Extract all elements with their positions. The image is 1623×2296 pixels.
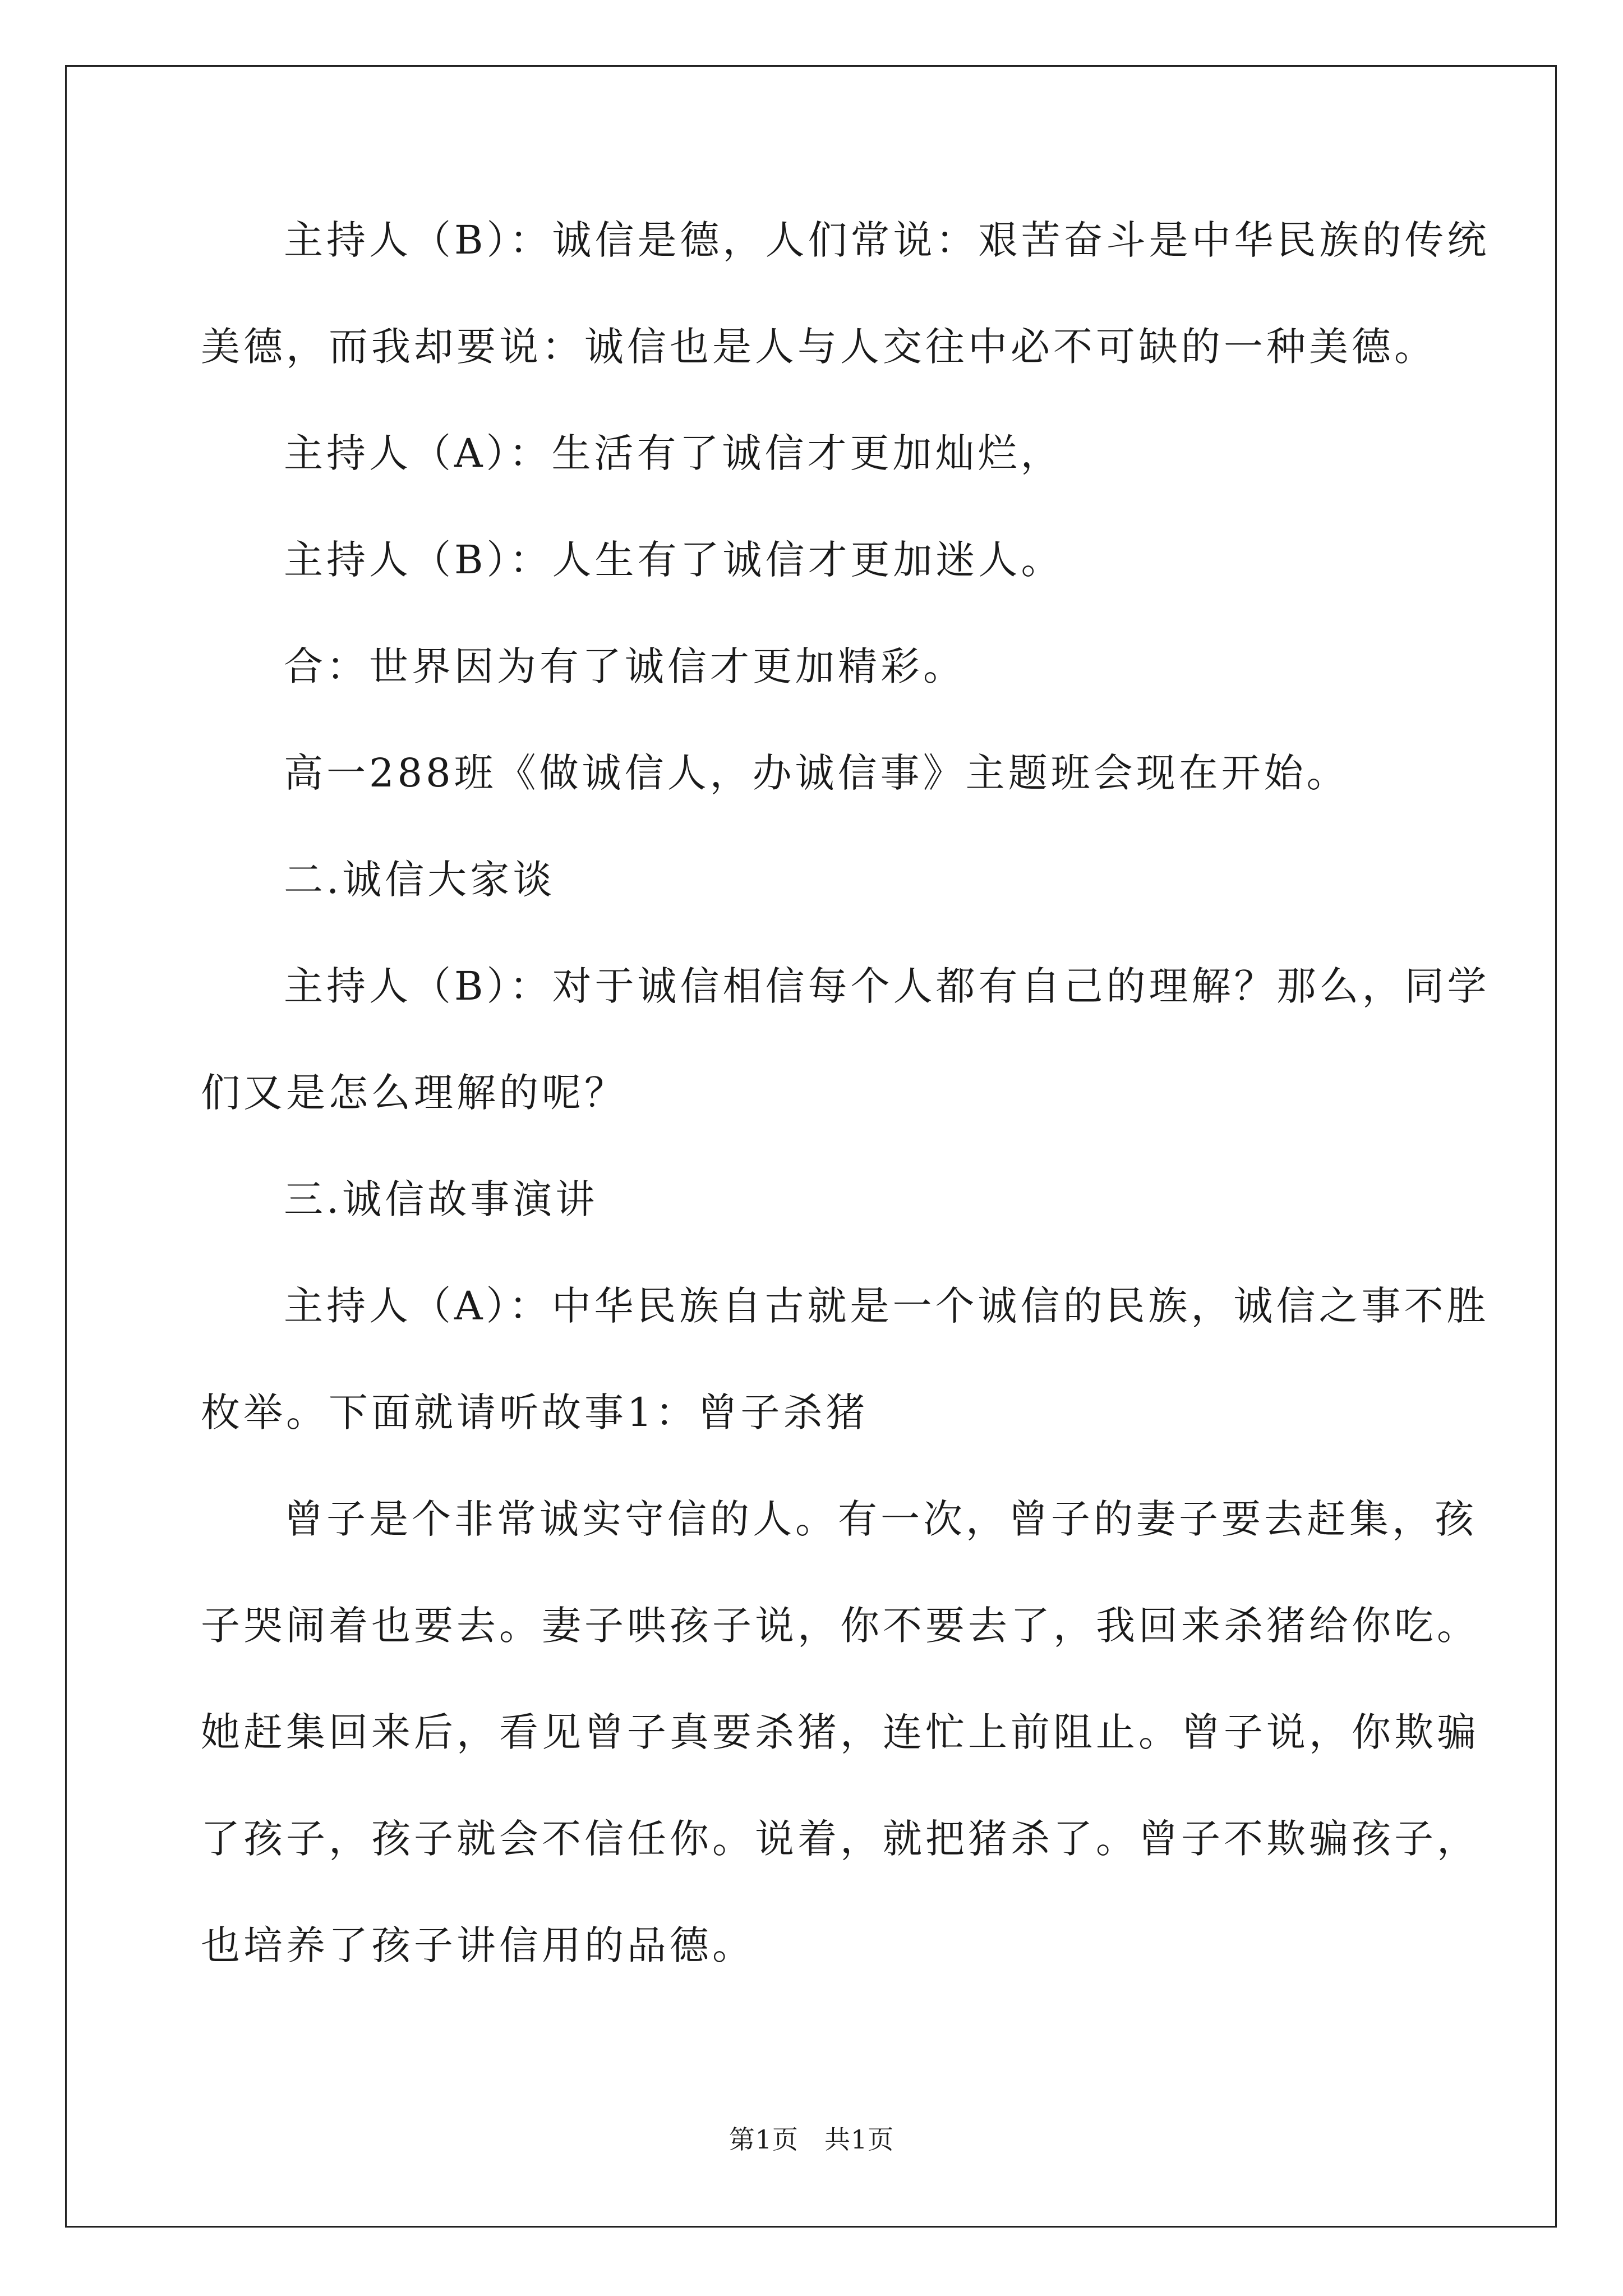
section-heading: 三.诚信故事演讲 (284, 1176, 598, 1222)
paragraph-line: 枚举。下面就请听故事1：曾子杀猪 (201, 1389, 869, 1435)
page-border (65, 65, 1557, 2228)
paragraph-line: 她赶集回来后，看见曾子真要杀猪，连忙上前阻止。曾子说，你欺骗 (201, 1709, 1479, 1755)
current-page-number: 第1页 (728, 2124, 799, 2155)
paragraph-line: 主持人（B）：人生有了诚信才更加迷人。 (284, 537, 1064, 583)
total-page-count: 共1页 (824, 2124, 895, 2155)
section-heading: 二.诚信大家谈 (284, 857, 556, 903)
paragraph-line: 主持人（A）：中华民族自古就是一个诚信的民族，诚信之事不胜 (284, 1283, 1490, 1329)
paragraph-line: 子哭闹着也要去。妻子哄孩子说，你不要去了，我回来杀猪给你吃。 (201, 1603, 1479, 1649)
paragraph-line: 也培养了孩子讲信用的品德。 (201, 1922, 755, 1968)
paragraph-line: 高一288班《做诚信人，办诚信事》主题班会现在开始。 (284, 750, 1349, 796)
paragraph-line: 合：世界因为有了诚信才更加精彩。 (284, 643, 966, 689)
paragraph-line: 曾子是个非常诚实守信的人。有一次，曾子的妻子要去赶集，孩 (284, 1496, 1477, 1542)
page-footer (0, 2123, 1623, 2156)
paragraph-line: 们又是怎么理解的呢？ (201, 1070, 627, 1116)
paragraph-line: 了孩子，孩子就会不信任你。说着，就把猪杀了。曾子不欺骗孩子， (201, 1816, 1479, 1862)
paragraph-line: 主持人（B）：诚信是德，人们常说：艰苦奋斗是中华民族的传统 (284, 217, 1490, 263)
paragraph-line: 主持人（A）：生活有了诚信才更加灿烂， (284, 430, 1063, 476)
paragraph-line: 主持人（B）：对于诚信相信每个人都有自己的理解？那么，同学 (284, 963, 1490, 1009)
paragraph-line: 美德，而我却要说：诚信也是人与人交往中必不可缺的一种美德。 (201, 324, 1437, 370)
